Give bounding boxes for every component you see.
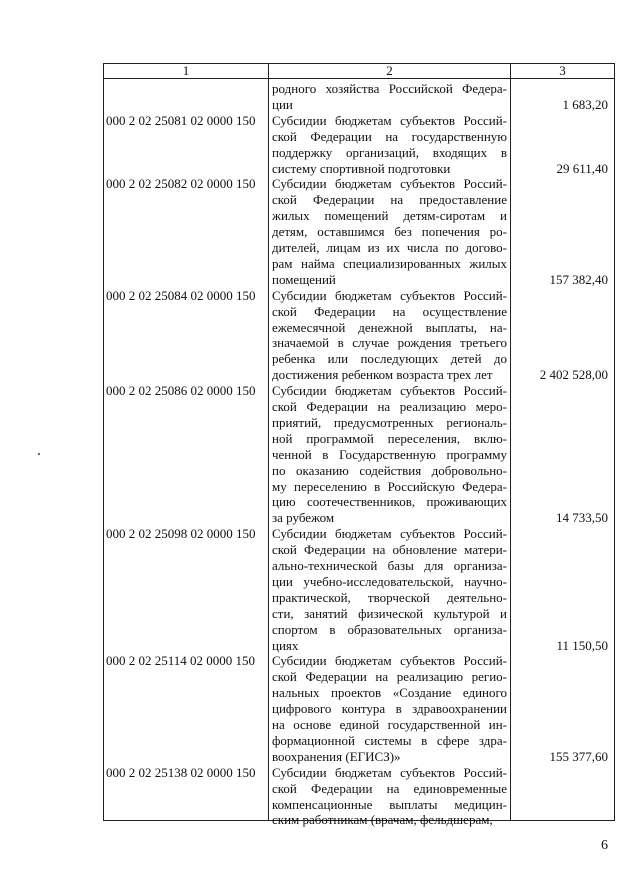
row-description-line: ченной в Государственную программу	[272, 446, 507, 462]
row-code: 000 2 02 25098 02 0000 150	[106, 526, 256, 542]
row-description-line: цифрового контура в здравоохранении	[272, 701, 507, 717]
row-description-line: ской Федерации на предоставление	[272, 192, 507, 208]
row-description-line: спортом в образовательных организа-	[272, 621, 507, 637]
row-amount: 2 402 528,00	[539, 367, 608, 383]
row-description-line: практической, творческой деятельно-	[272, 589, 507, 605]
row-code: 000 2 02 25082 02 0000 150	[106, 176, 256, 192]
row-description-line: Субсидии бюджетам субъектов Россий-	[272, 176, 507, 192]
row-description-line: нальных проектов «Создание единого	[272, 685, 507, 701]
amount-column	[511, 79, 615, 821]
row-description-line: родного хозяйства Российской Федера-	[272, 81, 507, 96]
row-description-line: Субсидии бюджетам субъектов Россий-	[272, 764, 507, 780]
row-amount: 14 733,50	[556, 510, 608, 526]
code-column	[104, 79, 269, 821]
row-description-line: достижения ребенком возраста трех лет	[272, 367, 493, 383]
header-col-1: 1	[104, 64, 269, 79]
row-description-line: жилых помещений детям-сиротам и	[272, 208, 507, 224]
row-description-line: сти, занятий физической культурой и	[272, 605, 507, 621]
row-description-line: Субсидии бюджетам субъектов Россий-	[272, 112, 507, 128]
row-description-line: цию соотечественников, проживающих	[272, 494, 507, 510]
header-col-2: 2	[269, 64, 511, 79]
row-code: 000 2 02 25138 02 0000 150	[106, 764, 256, 780]
row-description-line: ской Федерации на государственную	[272, 128, 507, 144]
row-description-line: рам найма специализированных жилых	[272, 255, 507, 271]
row-amount: 155 377,60	[549, 748, 608, 764]
row-description-line: помещений	[272, 271, 336, 287]
row-code: 000 2 02 25081 02 0000 150	[106, 112, 256, 128]
row-amount: 157 382,40	[549, 271, 608, 287]
row-description-line: ской Федерации на реализацию регио-	[272, 669, 507, 685]
row-description-line: воохранения (ЕГИСЗ)»	[272, 748, 401, 764]
row-description-line: формационной системы в сфере здра-	[272, 732, 507, 748]
table-body-row	[104, 79, 615, 821]
row-code: 000 2 02 25084 02 0000 150	[106, 287, 256, 303]
row-description-line: на основе единой государственной ин-	[272, 717, 507, 732]
scan-speck	[38, 453, 40, 455]
row-description-line: ской Федерации на реализацию меро-	[272, 399, 507, 414]
row-amount: 29 611,40	[556, 160, 608, 176]
budget-table	[103, 63, 615, 828]
row-description-line: ной программой переселения, вклю-	[272, 430, 507, 446]
row-description-line: ской Федерации на осуществление	[272, 303, 507, 319]
row-description-line: систему спортивной подготовки	[272, 160, 451, 176]
row-description-line: детям, оставшимся без попечения ро-	[272, 224, 507, 240]
description-column	[269, 79, 511, 828]
row-description-line: ским работникам (врачам, фельдшерам,	[272, 812, 493, 828]
row-description-line: приятий, предусмотренных региональ-	[272, 414, 507, 430]
table-header-row	[104, 64, 615, 79]
row-description-line: значаемой в случае рождения третьего	[272, 335, 507, 351]
row-description-line: ребенка или последующих детей до	[272, 351, 507, 367]
header-col-3: 3	[511, 64, 615, 79]
row-description-line: му переселению в Российскую Федера-	[272, 478, 507, 494]
page-number: 6	[601, 838, 608, 853]
row-description-line: ции	[272, 96, 293, 112]
row-description-line: ской Федерации на единовременные	[272, 780, 507, 796]
row-description-line: дителей, лицам из их числа по догово-	[272, 240, 507, 255]
row-description-line: по оказанию содействия добровольно-	[272, 462, 507, 478]
row-description-line: Субсидии бюджетам субъектов Россий-	[272, 287, 507, 303]
row-description-line: компенсационные выплаты медицин-	[272, 796, 507, 812]
row-code: 000 2 02 25086 02 0000 150	[106, 383, 256, 399]
row-description-line: за рубежом	[272, 510, 335, 526]
row-description-line: ежемесячной денежной выплаты, на-	[272, 319, 507, 335]
row-amount: 11 150,50	[556, 637, 608, 653]
row-description-line: Субсидии бюджетам субъектов Россий-	[272, 653, 507, 669]
row-description-line: ции учебно-исследовательской, научно-	[272, 573, 507, 589]
row-description-line: Субсидии бюджетам субъектов Россий-	[272, 526, 507, 542]
row-description-line: ально-технической базы для организа-	[272, 558, 507, 573]
row-description-line: поддержку организаций, входящих в	[272, 144, 507, 160]
row-description-line: ской Федерации на обновление матери-	[272, 542, 507, 558]
row-description-line: Субсидии бюджетам субъектов Россий-	[272, 383, 507, 399]
row-amount: 1 683,20	[562, 96, 608, 112]
row-code: 000 2 02 25114 02 0000 150	[106, 653, 256, 669]
row-description-line: циях	[272, 637, 299, 653]
